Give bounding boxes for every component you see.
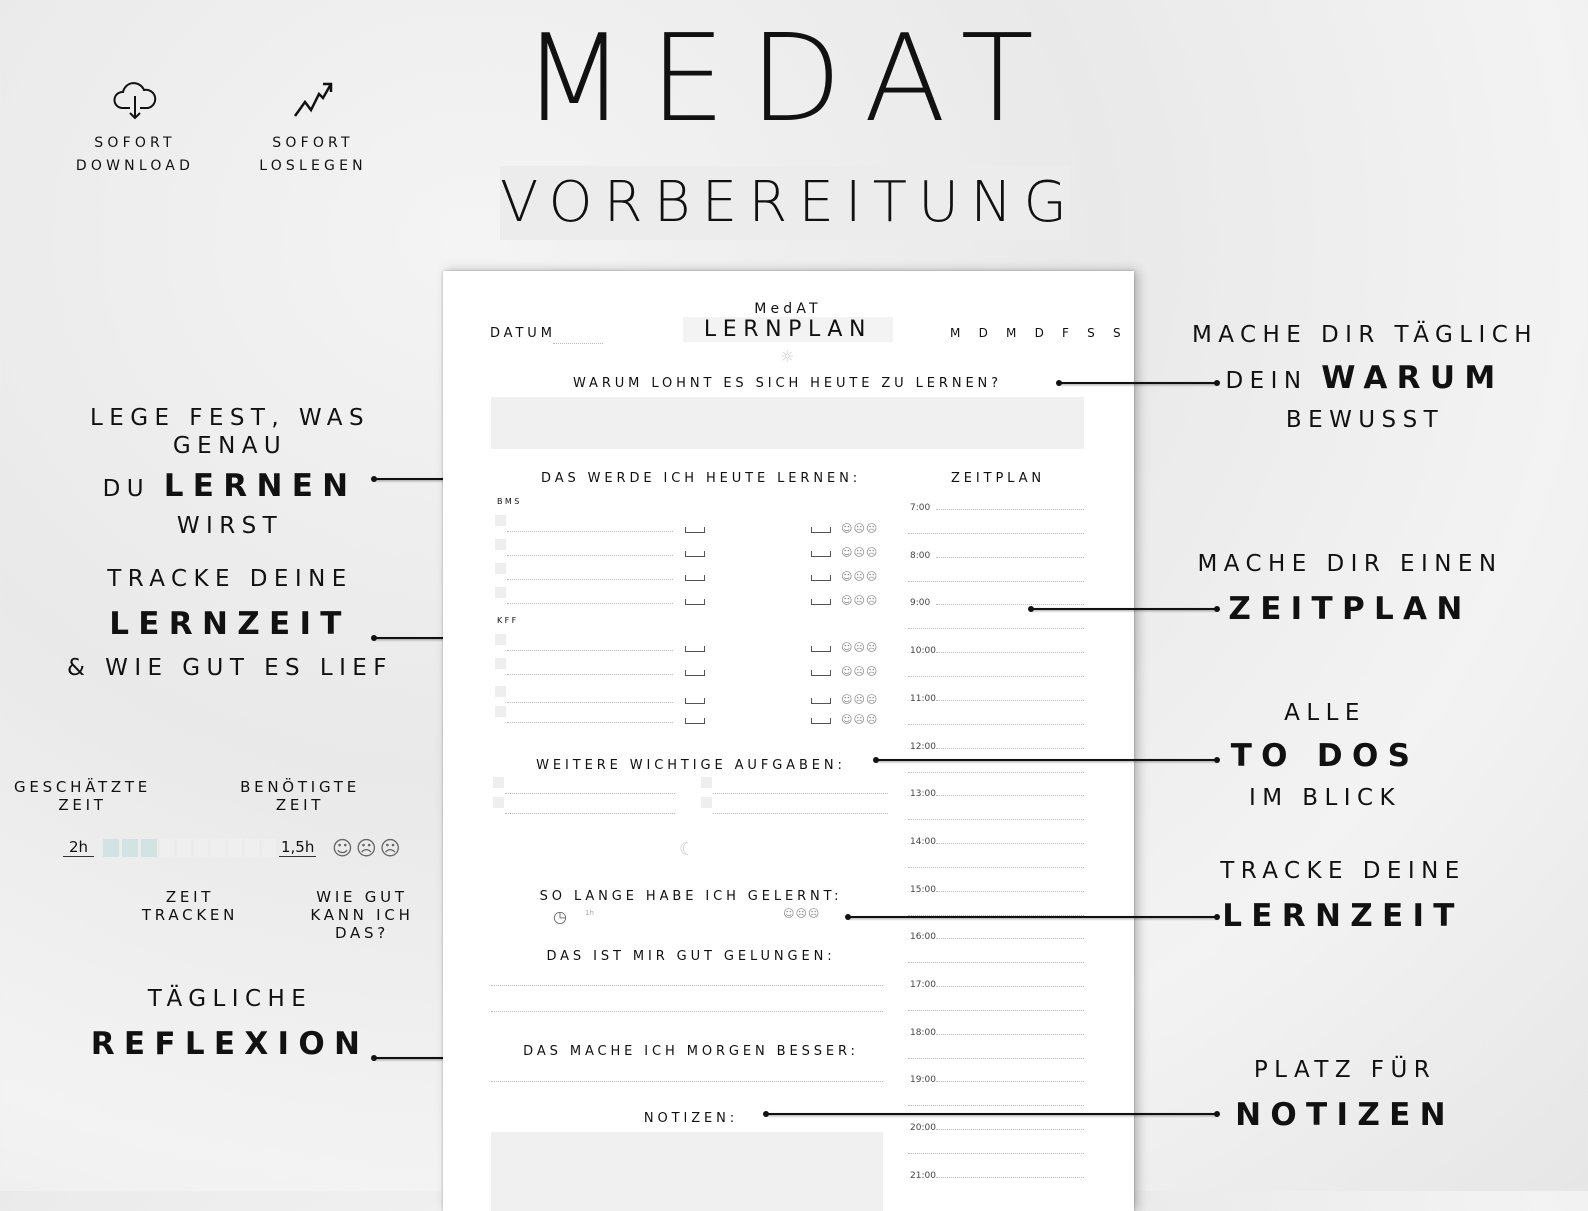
schedule-slot[interactable] xyxy=(908,867,1084,868)
topic-input[interactable] xyxy=(507,555,673,556)
pointer-line xyxy=(875,759,1218,761)
better-heading: DAS MACHE ICH MORGEN BESSER: xyxy=(523,1044,859,1059)
schedule-slot[interactable] xyxy=(936,557,1084,558)
annotation-notes xyxy=(1160,1057,1530,1134)
time-label: 21:00 xyxy=(910,1170,936,1181)
schedule-slot[interactable] xyxy=(936,748,1084,749)
cloud-download-icon xyxy=(110,78,160,122)
time-label: 8:00 xyxy=(910,550,931,561)
schedule-slot[interactable] xyxy=(908,962,1084,963)
time-label: 17:00 xyxy=(910,980,936,990)
time-label: 9:00 xyxy=(910,598,931,609)
schedule-slot[interactable] xyxy=(908,1153,1084,1154)
time-label: 19:00 xyxy=(910,1075,936,1086)
annotation-text: DU xyxy=(102,476,164,503)
why-input[interactable] xyxy=(491,397,1084,449)
schedule-slot[interactable] xyxy=(908,628,1084,629)
schedule-slot[interactable] xyxy=(936,986,1084,987)
annotation-why xyxy=(1180,322,1550,434)
annotation-todos xyxy=(1140,700,1510,812)
mood-smileys[interactable]: ☺☹☹ xyxy=(841,546,879,559)
tracker-cell xyxy=(211,839,225,857)
tracker-cell xyxy=(103,839,119,857)
sun-icon: ☼ xyxy=(780,347,795,366)
feature-download xyxy=(60,78,210,178)
notes-input[interactable] xyxy=(491,1132,883,1211)
annotation-emphasis: WARUM xyxy=(1321,359,1505,396)
tracker-cell xyxy=(245,839,259,857)
schedule-slot[interactable] xyxy=(908,819,1084,820)
annotation-text: TRACKE DEINE xyxy=(1220,858,1466,884)
estimated-time-field[interactable] xyxy=(685,698,705,704)
task-input[interactable] xyxy=(505,793,675,794)
time-label: 11:00 xyxy=(910,693,936,704)
estimated-time-field[interactable] xyxy=(685,670,705,676)
checkbox[interactable] xyxy=(495,686,506,697)
time-label: 20:00 xyxy=(910,1123,936,1134)
time-label: 14:00 xyxy=(910,836,936,847)
good-input[interactable] xyxy=(491,985,883,986)
schedule-heading: ZEITPLAN xyxy=(950,471,1046,486)
schedule-slot[interactable] xyxy=(936,1177,1084,1178)
annotation-emphasis: NOTIZEN xyxy=(1235,1096,1455,1133)
schedule-slot[interactable] xyxy=(908,581,1084,582)
schedule-slot[interactable] xyxy=(936,604,1084,605)
tracker-cell xyxy=(262,839,276,857)
tracker-cell xyxy=(141,839,157,857)
mood-smileys: ☺☹☹ xyxy=(332,836,404,860)
annotation-text: TRACKE DEINE xyxy=(107,566,353,592)
annotation-schedule xyxy=(1165,551,1535,628)
annotation-text: TÄGLICHE xyxy=(147,986,313,1012)
feature-label: SOFORT xyxy=(272,135,354,151)
checkbox[interactable] xyxy=(495,706,506,717)
studied-hint: 1h xyxy=(585,909,594,917)
topic-input[interactable] xyxy=(507,531,673,532)
legend-needed: BENÖTIGTE ZEIT xyxy=(240,778,360,814)
annotation-emphasis: LERNEN xyxy=(163,468,358,505)
time-label: 7:00 xyxy=(910,503,931,513)
good-heading: DAS IST MIR GUT GELUNGEN: xyxy=(546,949,836,964)
clock-icon: ◷ xyxy=(553,907,567,926)
schedule-slot[interactable] xyxy=(908,1010,1084,1011)
better-input[interactable] xyxy=(491,1081,883,1082)
date-label: DATUM xyxy=(490,326,556,341)
planner-title: LERNPLAN xyxy=(683,317,893,342)
time-label: 15:00 xyxy=(910,884,936,895)
topic-input[interactable] xyxy=(507,674,673,675)
headline-subtitle: VORBEREITUNG xyxy=(500,166,1070,240)
bms-label: BMS xyxy=(497,497,522,506)
checkbox[interactable] xyxy=(495,515,506,526)
needed-time-field[interactable] xyxy=(811,646,831,652)
annotation-studytime xyxy=(1158,858,1528,935)
annotation-text: & WIE GUT ES LIEF xyxy=(67,654,393,681)
annotation-emphasis: TO DOS xyxy=(1230,737,1420,774)
date-input[interactable] xyxy=(553,343,603,344)
time-label: 16:00 xyxy=(910,932,936,943)
needed-time-field[interactable] xyxy=(811,718,831,724)
annotation-track xyxy=(30,566,430,682)
annotation-text: ALLE xyxy=(1284,700,1366,726)
time-label: 13:00 xyxy=(910,789,936,800)
checkbox[interactable] xyxy=(495,539,506,550)
checkbox[interactable] xyxy=(495,563,506,574)
schedule-slot[interactable] xyxy=(908,1105,1084,1106)
moon-icon: ☾ xyxy=(679,839,696,860)
schedule-slot[interactable] xyxy=(936,795,1084,796)
checkbox[interactable] xyxy=(493,777,504,788)
mood-smileys[interactable]: ☺☹☹ xyxy=(841,641,879,654)
annotation-text: MACHE DIR TÄGLICH xyxy=(1191,322,1538,348)
tracker-cell xyxy=(228,839,242,857)
checkbox[interactable] xyxy=(495,634,506,645)
time-label: 10:00 xyxy=(910,646,936,657)
tracker-cell xyxy=(177,839,191,857)
pointer-line xyxy=(847,916,1218,918)
weekday-picker[interactable]: M D M D F S S xyxy=(950,326,1128,340)
annotation-emphasis: LERNZEIT xyxy=(1222,897,1464,934)
headline-title: MEDAT xyxy=(522,10,1058,149)
mood-smileys[interactable]: ☺☹☹ xyxy=(841,693,879,706)
schedule-slot[interactable] xyxy=(936,700,1084,701)
legend-estimated: GESCHÄTZTE ZEIT xyxy=(13,778,152,814)
schedule-slot[interactable] xyxy=(908,724,1084,725)
kff-label: KFF xyxy=(497,616,519,625)
annotation-text: DEIN xyxy=(1225,367,1322,394)
needed-time-field[interactable] xyxy=(811,527,831,533)
needed-time-field[interactable] xyxy=(811,698,831,704)
annotation-text: PLATZ FÜR xyxy=(1253,1057,1437,1083)
task-input[interactable] xyxy=(713,793,888,794)
legend-progress-bar xyxy=(103,839,276,857)
tracker-cell xyxy=(122,839,138,857)
schedule-slot[interactable] xyxy=(936,891,1084,892)
legend-est-value: 2h xyxy=(63,838,94,857)
tracker-cell xyxy=(160,839,174,857)
annotation-text: BEWUSST xyxy=(1285,406,1445,433)
planner-sheet xyxy=(443,271,1134,1211)
schedule-slot[interactable] xyxy=(936,843,1084,844)
legend-how-good: WIE GUT KANN ICH DAS? xyxy=(310,888,414,942)
needed-time-field[interactable] xyxy=(811,575,831,581)
estimated-time-field[interactable] xyxy=(685,575,705,581)
checkbox[interactable] xyxy=(495,587,506,598)
tasks-heading: WEITERE WICHTIGE AUFGABEN: xyxy=(536,758,846,773)
annotation-learn xyxy=(30,405,430,541)
tracker-cell xyxy=(194,839,208,857)
task-input[interactable] xyxy=(713,813,888,814)
checkbox[interactable] xyxy=(701,777,712,788)
time-label: 18:00 xyxy=(910,1027,936,1038)
schedule-slot[interactable] xyxy=(908,676,1084,677)
pointer-line xyxy=(765,1113,1218,1115)
schedule-slot[interactable] xyxy=(908,1058,1084,1059)
needed-time-field[interactable] xyxy=(811,551,831,557)
mood-smileys[interactable]: ☺☹☹ xyxy=(841,713,879,726)
mood-smileys[interactable]: ☺☹☹ xyxy=(841,665,879,678)
mood-smileys[interactable]: ☺☹☹ xyxy=(841,522,879,535)
feature-label: DOWNLOAD xyxy=(75,158,195,174)
annotation-emphasis: ZEITPLAN xyxy=(1228,590,1472,627)
topic-input[interactable] xyxy=(507,650,673,651)
schedule-slot[interactable] xyxy=(936,1081,1084,1082)
legend-track: ZEIT TRACKEN xyxy=(141,888,239,924)
legend-need-value: 1,5h xyxy=(281,838,315,856)
annotation-text: LEGE FEST, WAS GENAU xyxy=(89,405,371,459)
estimated-time-field[interactable] xyxy=(685,551,705,557)
annotation-text: IM BLICK xyxy=(1249,784,1401,811)
good-input[interactable] xyxy=(491,1011,883,1012)
annotation-text: WIRST xyxy=(176,513,284,540)
schedule-slot[interactable] xyxy=(936,1034,1084,1035)
pointer-line xyxy=(1058,382,1218,384)
checkbox[interactable] xyxy=(701,797,712,808)
annotation-text: MACHE DIR EINEN xyxy=(1197,551,1503,577)
estimated-time-field[interactable] xyxy=(685,599,705,605)
checkbox[interactable] xyxy=(493,797,504,808)
mood-smileys[interactable]: ☺☹☹ xyxy=(841,594,879,607)
estimated-time-field[interactable] xyxy=(685,718,705,724)
schedule-slot[interactable] xyxy=(908,772,1084,773)
topic-input[interactable] xyxy=(507,579,673,580)
annotation-emphasis: LERNZEIT xyxy=(109,605,351,642)
pointer-line xyxy=(1030,608,1218,610)
learn-heading: DAS WERDE ICH HEUTE LERNEN: xyxy=(541,471,861,486)
topic-input[interactable] xyxy=(507,603,673,604)
estimated-time-field[interactable] xyxy=(685,527,705,533)
needed-time-field[interactable] xyxy=(811,599,831,605)
feature-label: SOFORT xyxy=(94,135,176,151)
schedule-slot[interactable] xyxy=(936,509,1084,510)
why-heading: WARUM LOHNT ES SICH HEUTE ZU LERNEN? xyxy=(573,376,1002,391)
annotation-reflexion xyxy=(30,986,430,1063)
planner-brand: MedAT xyxy=(754,301,822,317)
trend-up-icon xyxy=(291,78,335,122)
topic-input[interactable] xyxy=(507,702,673,703)
estimated-time-field[interactable] xyxy=(685,646,705,652)
schedule-slot[interactable] xyxy=(936,1129,1084,1130)
feature-label: LOSLEGEN xyxy=(259,158,367,174)
needed-time-field[interactable] xyxy=(811,670,831,676)
schedule-slot[interactable] xyxy=(936,652,1084,653)
time-label: 12:00 xyxy=(910,741,936,752)
checkbox[interactable] xyxy=(495,658,506,669)
task-input[interactable] xyxy=(505,813,675,814)
schedule-slot[interactable] xyxy=(908,533,1084,534)
topic-input[interactable] xyxy=(507,722,673,723)
feature-start xyxy=(238,78,388,178)
schedule-slot[interactable] xyxy=(936,938,1084,939)
annotation-emphasis: REFLEXION xyxy=(90,1025,370,1062)
studied-heading: SO LANGE HABE ICH GELERNT: xyxy=(539,889,843,904)
mood-smileys[interactable]: ☺☹☹ xyxy=(783,907,821,920)
notes-heading: NOTIZEN: xyxy=(643,1111,739,1126)
mood-smileys[interactable]: ☺☹☹ xyxy=(841,570,879,583)
